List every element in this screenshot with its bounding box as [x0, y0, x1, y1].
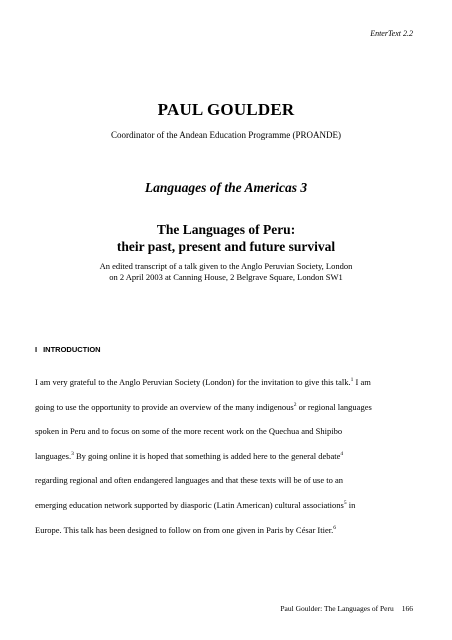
author-affiliation: Coordinator of the Andean Education Programme (PROANDE) [111, 130, 341, 140]
body-paragraph [35, 370, 425, 542]
footnote-ref[interactable]: 2 [293, 401, 297, 408]
section-number: I [35, 345, 38, 354]
body-line: spoken in Peru and to focus on some of the more recent work on the Quechua and Shipibo [35, 426, 343, 437]
body-line: I am very grateful to the Anglo Peruvian Society (London) for the invitation to give this talk.$^1$ I am [35, 377, 371, 387]
talk-title-line-1: The Languages of Peru: [156, 222, 296, 237]
footnote-ref[interactable]: 6 [333, 524, 336, 531]
transcript-line-1: An edited transcript of a talk given to the Anglo Peruvian Society, London [99, 261, 353, 271]
transcript-line-2: on 2 April 2003 at Canning House, 2 Belgrave Square, London SW1 [109, 272, 343, 282]
running-header: EnterText 2.2 [370, 29, 413, 38]
body-line: going to use the opportunity to provide an overview of the many indigenous$^2$ or regional languages [35, 401, 372, 412]
running-footer: Paul Goulder: The Languages of Peru [280, 604, 394, 613]
body-line: languages.$^3$ By going online it is hoped that something is added here to the general debate$^4$ [35, 450, 344, 461]
footnote-ref[interactable]: 1 [350, 377, 354, 383]
body-line: regarding regional and often endangered languages and that these texts will be of use to an [35, 475, 344, 486]
series-title: Languages of the Americas 3 [144, 180, 308, 195]
section-title: INTRODUCTION [43, 345, 101, 354]
body-line: Europe. This talk has been designed to follow on from one given in Paris by César Itier.$^6$ [35, 524, 336, 535]
footnote-ref[interactable]: 4 [340, 450, 344, 457]
transcript-note [0, 261, 452, 283]
page-footer [280, 604, 413, 613]
talk-title [0, 221, 452, 255]
page-number: 166 [401, 604, 413, 613]
talk-title-line-2: their past, present and future survival [116, 239, 336, 254]
section-heading [35, 345, 101, 354]
author-name: PAUL GOULDER [157, 100, 295, 119]
body-line: emerging education network supported by diasporic (Latin American) cultural associations$^5$ in [35, 499, 356, 510]
footnote-ref[interactable]: 3 [71, 450, 74, 457]
footnote-ref[interactable]: 5 [343, 499, 347, 506]
